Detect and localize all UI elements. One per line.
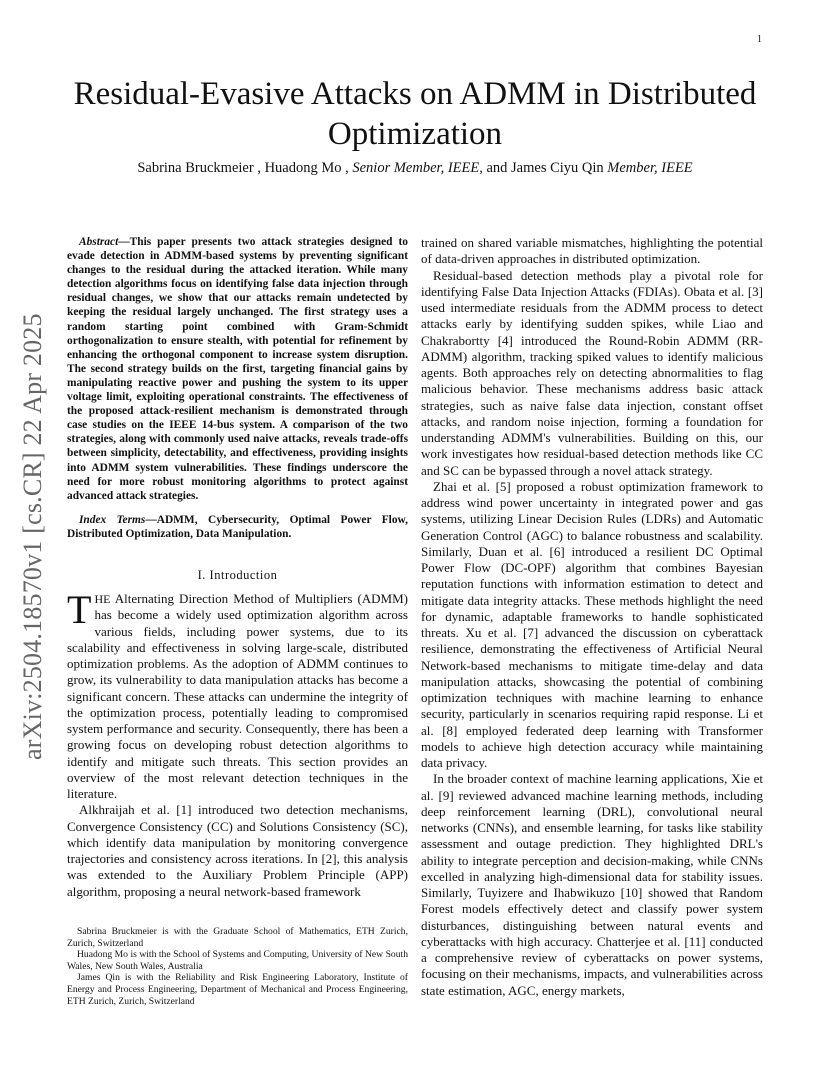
abstract (67, 235, 408, 503)
author-role: Senior Member, IEEE, (352, 160, 483, 176)
left-column (67, 235, 408, 900)
index-terms-text: —ADMM, Cybersecurity, Optimal Power Flow, Distributed Optimization, Data Manipulation. (67, 513, 408, 540)
index-terms-label: Index Terms (79, 513, 146, 526)
drop-cap: T (67, 587, 92, 633)
intro-paragraph-text: Alternating Direction Method of Multipliers (ADMM) has become a widely used optimization algorithm across various fields, including power systems, due to its scalability and effectiveness in solving large-scale, distributed optimization problems. As the adoption of ADMM continues to grow, its vulnerability to data manipulation attacks has become a significant concern. These attacks can undermine the integrity of the optimization process, potentially leading to compromised system performance and security. Consequently, there has been a growing focus on developing robust detection algorithms to identify and mitigate such threats. This section provides an overview of the most relevant detection techniques in the literature. (67, 591, 408, 802)
author-names: and James Ciyu Qin (486, 160, 604, 176)
arxiv-identifier: arXiv:2504.18570v1 [cs.CR] 22 Apr 2025 (18, 313, 47, 760)
author-names: Sabrina Bruckmeier , Huadong Mo , (137, 160, 349, 176)
body-paragraph: trained on shared variable mismatches, highlighting the potential of data-driven approaches in distributed optimization. (421, 235, 763, 267)
footnote: James Qin is with the Reliability and Risk Engineering Laboratory, Institute of Energy and Process Engineering, Department of Mechanical and Process Engineering, ETH Zurich, Zurich, Switzerland (67, 972, 408, 1007)
footnote: Huadong Mo is with the School of Systems and Computing, University of New South Wales, New South Wales, Australia (67, 949, 408, 972)
intro-paragraph (67, 587, 408, 802)
section-heading: I. Introduction (197, 567, 278, 582)
author-role: Member, IEEE (607, 160, 693, 176)
right-column (421, 235, 763, 999)
abstract-label: Abstract (79, 236, 119, 248)
author-line (40, 160, 790, 177)
footnotes (67, 926, 408, 1007)
body-paragraph: Alkhraijah et al. [1] introduced two detection mechanisms, Convergence Consistency (CC) and Solutions Consistency (SC), which identify data manipulation by monitoring convergence trajectories and consistency across iterations. In [2], this analysis was extended to the Auxiliary Problem Principle (APP) algorithm, proposing a neural network-based framework (67, 802, 408, 899)
lead-word: HE (94, 592, 111, 607)
paper-title: Residual-Evasive Attacks on ADMM in Distributed Optimization (73, 76, 757, 152)
index-terms (67, 513, 408, 541)
body-paragraph: Zhai et al. [5] proposed a robust optimization framework to address wind power uncertainty in integrated power and gas systems, utilizing Linear Decision Rules (LDRs) and Automatic Generation Control (AGC) to balance robustness and scalability. Similarly, Duan et al. [6] introduced a resilient DC Optimal Power Flow (DC-OPF) algorithm that combines Bayesian reputation functions with information estimation to detect and mitigate data integrity attacks. These methods highlight the need for dynamic, adaptable frameworks to handle sophisticated threats. Xu et al. [7] advanced the discussion on cyberattack resilience, demonstrating the effectiveness of Artificial Neural Network-based mechanisms to mitigate time-delay and data manipulation attacks, showcasing the potential of combining optimization techniques with machine learning to enhance security, particularly in scenarios requiring rapid response. Li et al. [8] employed federated deep learning with Transformer models to achieve high detection accuracy while maintaining data privacy. (421, 478, 763, 770)
page-number: 1 (757, 34, 762, 45)
footnote: Sabrina Bruckmeier is with the Graduate School of Mathematics, ETH Zurich, Zurich, Switzerland (67, 926, 408, 949)
abstract-text: —This paper presents two attack strategies designed to evade detection in ADMM-based systems by preventing significant changes to the residual during the attacked iteration. While many detection algorithms focus on identifying false data injection through residual changes, we show that our attacks remain undetected by keeping the residual largely unchanged. The first strategy uses a random starting point combined with Gram-Schmidt orthogonalization to ensure stealth, with potential for refinement by enhancing the orthogonal component to increase system disruption. The second strategy builds on the first, targeting financial gains by manipulating reactive power and pushing the system to its upper voltage limit, exploiting operational constraints. The effectiveness of the proposed attack-resilient mechanism is demonstrated through case studies on the IEEE 14-bus system. A comparison of the two strategies, along with commonly used naive attacks, reveals trade-offs between simplicity, detectability, and effectiveness, providing insights into ADMM system vulnerabilities. These findings underscore the need for more robust monitoring algorithms to protect against advanced attack strategies. (67, 236, 408, 502)
body-paragraph: In the broader context of machine learning applications, Xie et al. [9] reviewed advanced machine learning methods, including deep reinforcement learning (DRL), convolutional neural networks (CNNs), and ensemble learning, for tasks like stability assessment and outage prediction. They highlighted DRL's ability to integrate perception and decision-making, while CNNs excelled in analyzing high-dimensional data for stability issues. Similarly, Tuyizere and Ihabwikuzo [10] showed that Random Forest models effectively detect and classify power system disturbances, distinguishing between natural events and cyberattacks with high accuracy. Chatterjee et al. [11] conducted a comprehensive review of cyberattacks on power systems, focusing on their mechanisms, impacts, and vulnerabilities across state estimation, AGC, energy markets, (421, 771, 763, 998)
body-paragraph: Residual-based detection methods play a pivotal role for identifying False Data Injection Attacks (FDIAs). Obata et al. [3] used intermediate residuals from the ADMM process to detect attacks early by identifying sudden spikes, while Liao and Chakrabortty [4] introduced the Round-Robin ADMM (RR-ADMM) algorithm, tracking spiked values to identify malicious agents. Both approaches rely on detecting abnormalities to flag malicious behavior. These mechanisms address basic attack strategies, such as naive false data injection, constant offset attacks, and random noise injection, forming a foundation for understanding ADMM's vulnerabilities. Building on this, our work investigates how residual-based detection methods like CC and SC can be bypassed through a novel attack strategy. (421, 267, 763, 478)
